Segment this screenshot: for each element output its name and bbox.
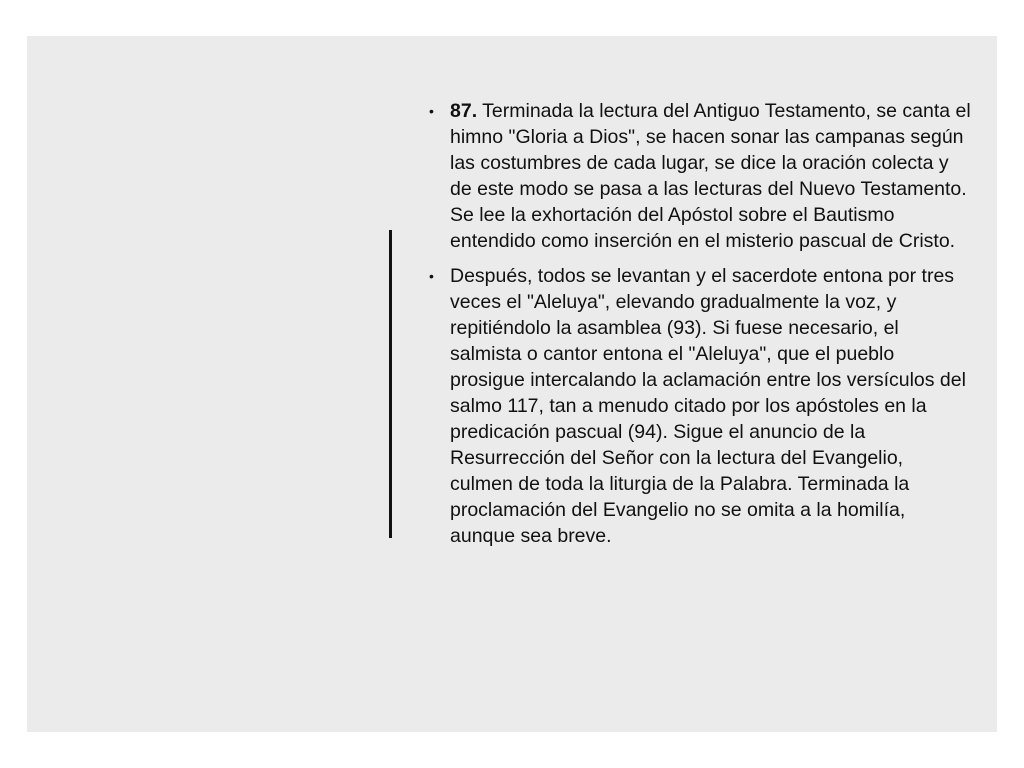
vertical-divider (389, 230, 392, 538)
bullet-item-2 (423, 263, 971, 549)
bullet-dot-icon: • (429, 268, 434, 284)
bullet-list (423, 98, 971, 558)
bullet-item-1 (423, 98, 971, 254)
paragraph-text: Terminada la lectura del Antiguo Testamento, se canta el himno "Gloria a Dios", se hacen sonar las campanas según las costumbres de cada lugar, se dice la oración colecta y de este modo se pasa a las lecturas del Nuevo Testamento. Se lee la exhortación del Apóstol sobre el Bautismo entendido como inserción en el misterio pascual de Cristo. (450, 100, 971, 252)
slide (27, 36, 997, 732)
paragraph-number: 87. (450, 100, 478, 122)
bullet-dot-icon: • (429, 103, 434, 119)
paragraph-text: Después, todos se levantan y el sacerdote entona por tres veces el "Aleluya", elevando gradualmente la voz, y repitiéndolo la asamblea (93). Si fuese necesario, el salmista o cantor entona el "Aleluya", que el pueblo prosigue intercalando la aclamación entre los versículos del salmo 117, tan a menudo citado por los apóstoles en la predicación pascual (94). Sigue el anuncio de la Resurrección del Señor con la lectura del Evangelio, culmen de toda la liturgia de la Palabra. Terminada la proclamación del Evangelio no se omita a la homilía, aunque sea breve. (450, 265, 966, 547)
